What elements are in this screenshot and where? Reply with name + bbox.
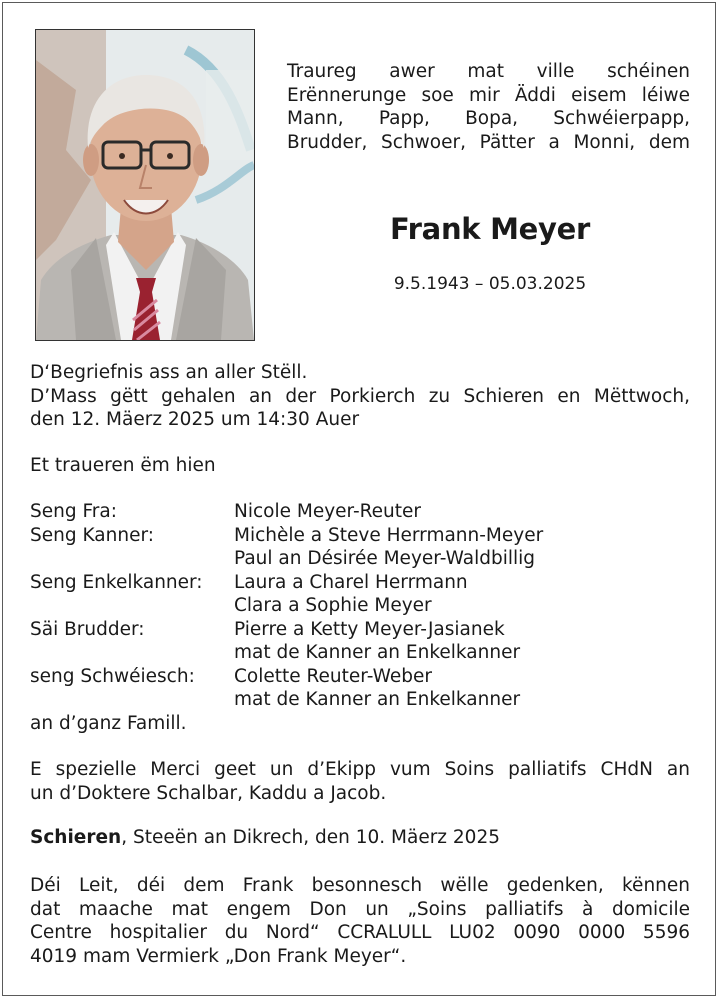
burial-paragraph [30, 361, 690, 432]
burial-line: D‘Begriefnis ass an aller Stëll. [30, 362, 308, 383]
mourner-row [30, 688, 690, 712]
intro-line: Brudder, Schwoer, Pätter a Monni, dem [287, 131, 690, 153]
mourner-relation [30, 688, 234, 712]
place-date-line [30, 826, 690, 850]
mourner-relation: Seng Kanner: [30, 524, 154, 546]
mourner-names: Colette Reuter-Weber [234, 665, 432, 687]
deceased-name: Frank Meyer [390, 212, 590, 246]
mourner-names: Paul an Désirée Meyer-Waldbillig [234, 548, 535, 569]
life-dates: 9.5.1943 – 05.03.2025 [393, 274, 587, 294]
thanks-paragraph [30, 758, 690, 805]
thanks-line: un d’Doktere Schalbar, Kaddu a Jacob. [30, 782, 387, 804]
mourn-intro [30, 454, 690, 478]
mourner-relation: Seng Enkelkanner: [30, 571, 203, 593]
family-line: an d’ganz Famill. [30, 712, 187, 734]
mourner-names: mat de Kanner an Enkelkanner [234, 689, 521, 710]
burial-line: den 12. Mäerz 2025 um 14:30 Auer [30, 409, 360, 430]
mourner-relation: Säi Brudder: [30, 618, 145, 640]
mourner-relation [30, 547, 234, 571]
donation-line: Déi Leit, déi dem Frank besonnesch wëlle gedenken, kënnen [30, 875, 690, 896]
mourner-names: Clara a Sophie Meyer [234, 595, 432, 616]
intro-text [287, 60, 690, 154]
mourner-row [30, 500, 690, 524]
mourner-row [30, 524, 690, 548]
mourners-list [30, 500, 690, 735]
mourner-row [30, 571, 690, 595]
mourner-row [30, 618, 690, 642]
mourner-relation: Seng Fra: [30, 501, 117, 522]
mourn-intro-text: Et traueren ëm hien [30, 455, 216, 476]
intro-line: Erënnerunge soe mir Äddi eisem léiwe [287, 84, 690, 106]
mourner-names: Nicole Meyer-Reuter [234, 501, 422, 522]
mourner-relation: seng Schwéiesch: [30, 665, 195, 687]
mourner-names: mat de Kanner an Enkelkanner [234, 642, 521, 663]
thanks-line: E spezielle Merci geet un d’Ekipp vum Soins palliatifs CHdN an [30, 759, 690, 780]
intro-line: Traureg awer mat ville schéinen [287, 61, 690, 82]
mourner-relation [30, 594, 234, 618]
mourner-row [30, 547, 690, 571]
donation-line: 4019 mam Vermierk „Don Frank Meyer“. [30, 945, 407, 967]
mourner-names: Michèle a Steve Herrmann-Meyer [234, 524, 544, 546]
donation-line: dat maache mat engem Don un „Soins palliatifs à domicile [30, 898, 690, 920]
burial-line: D’Mass gëtt gehalen an der Porkierch zu Schieren en Mëttwoch, [30, 385, 690, 407]
mourner-row [30, 594, 690, 618]
portrait-photo [35, 29, 255, 341]
place-rest: , Steeën an Dikrech, den 10. Mäerz 2025 [121, 827, 500, 848]
donation-paragraph [30, 874, 690, 968]
place-town: Schieren [30, 827, 122, 848]
mourner-row [30, 641, 690, 665]
mourner-names: Pierre a Ketty Meyer-Jasianek [234, 618, 505, 640]
mourner-relation [30, 641, 234, 665]
mourner-names: Laura a Charel Herrmann [234, 571, 468, 593]
donation-line: Centre hospitalier du Nord“ CCRALULL LU02 0090 0000 5596 [30, 922, 690, 943]
intro-line: Mann, Papp, Bopa, Schwéierpapp, [287, 108, 690, 129]
mourner-row [30, 665, 690, 689]
